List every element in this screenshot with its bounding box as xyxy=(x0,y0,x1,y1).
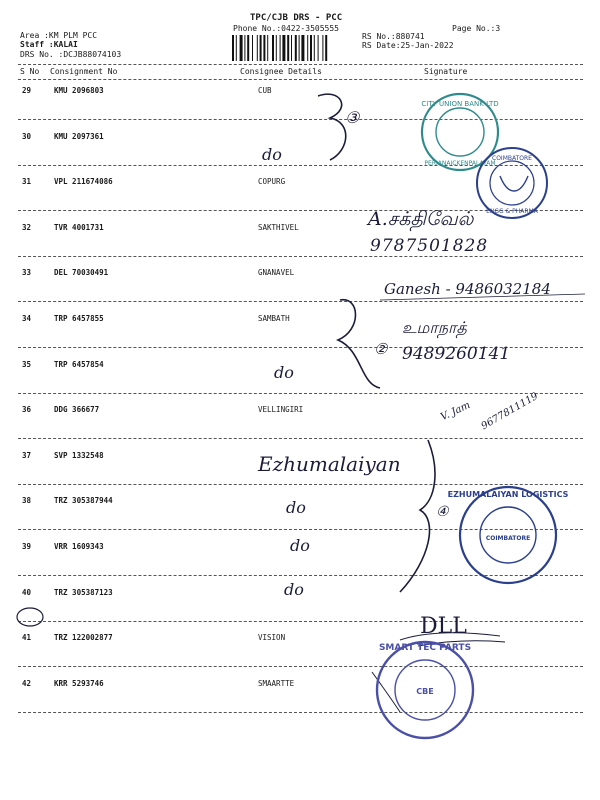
row-sno: 35 xyxy=(22,359,32,369)
table-row xyxy=(0,132,600,172)
stamp-text: PERIANAICKENPALAYAM xyxy=(424,160,496,167)
col-consignee: Consignee Details xyxy=(240,67,322,76)
row-divider xyxy=(18,484,583,485)
row-sno: 40 xyxy=(22,587,32,597)
drs-number: DRS No. :DCJB88074103 xyxy=(20,50,122,59)
stamp-text: EZHUMALAIYAN LOGISTICS xyxy=(447,490,569,499)
handwritten-initials: DLL xyxy=(420,614,467,639)
row-consignee: GNANAVEL xyxy=(258,268,295,278)
col-sno: S No xyxy=(20,67,40,76)
row-consignment: KMU 2096803 xyxy=(54,86,104,95)
staff-field: Staff :KALAI xyxy=(20,40,78,49)
row-sno: 29 xyxy=(22,86,32,95)
stamp-text: ENGG & PHARMA xyxy=(486,208,538,215)
row-divider xyxy=(18,575,583,576)
handwritten-name-phone: Ganesh - 9486032184 xyxy=(384,280,551,298)
circled-three: ③ xyxy=(345,108,360,127)
row-divider xyxy=(18,256,583,257)
row-consignment: SVP 1332548 xyxy=(54,450,104,460)
circled-two: ② xyxy=(374,340,388,358)
row-sno: 39 xyxy=(22,542,32,551)
ditto-mark: do xyxy=(286,498,306,517)
row-consignment: TRZ 305387123 xyxy=(54,587,113,597)
handwritten-name: உமாநாத் xyxy=(402,318,467,337)
circled-four: ④ xyxy=(436,504,449,520)
row-divider xyxy=(18,393,583,394)
row-sno: 37 xyxy=(22,450,32,460)
handwritten-name: A.சக்திவேல் xyxy=(368,208,474,230)
row-divider xyxy=(18,119,583,120)
stamp-text: SMART TEC PARTS xyxy=(378,643,472,653)
row-consignment: KRR 5293746 xyxy=(54,678,104,688)
row-consignment: TRZ 122002877 xyxy=(54,633,113,643)
phone-number: Phone No.:0422-3505555 xyxy=(233,24,339,33)
ditto-mark: do xyxy=(290,536,310,555)
stamp-text: COIMBATORE xyxy=(492,155,532,162)
handwritten-phone: 9489260141 xyxy=(402,344,511,364)
row-consignment: VPL 211674086 xyxy=(54,177,113,187)
row-consignment: TVR 4001731 xyxy=(54,222,104,232)
row-divider xyxy=(18,529,583,530)
ditto-mark: do xyxy=(274,363,294,382)
row-sno: 42 xyxy=(22,678,32,688)
stamp-text: CBE xyxy=(416,687,434,696)
table-row xyxy=(0,223,600,263)
handwritten-name: Ezhumalaiyan xyxy=(258,452,401,476)
row-consignee: COPURG xyxy=(258,177,286,187)
row-divider xyxy=(18,210,583,211)
page-number: Page No.:3 xyxy=(452,24,501,33)
stamp-text: COIMBATORE xyxy=(485,535,531,542)
row-consignment: TRP 6457855 xyxy=(54,314,104,323)
row-sno: 36 xyxy=(22,405,32,415)
handwritten-note: V. Jam xyxy=(439,399,473,424)
row-sno: 33 xyxy=(22,268,32,278)
row-consignment: DEL 70030491 xyxy=(54,268,109,278)
header-rule-bottom xyxy=(18,79,583,80)
row-divider xyxy=(18,165,583,166)
row-divider xyxy=(18,666,583,667)
row-consignee: SAKTHIVEL xyxy=(258,222,299,232)
row-sno: 41 xyxy=(22,633,32,643)
area-field: Area :KM PLM PCC xyxy=(20,31,98,40)
row-divider xyxy=(18,438,583,439)
row-sno: 32 xyxy=(22,222,32,232)
table-row xyxy=(0,633,600,673)
table-row xyxy=(0,360,600,400)
row-divider xyxy=(18,712,583,713)
ditto-mark: do xyxy=(262,145,282,164)
rs-number: RS No.:880741 xyxy=(362,32,425,41)
row-consignee: SMAARTTE xyxy=(258,678,295,688)
row-divider xyxy=(18,621,583,622)
row-consignee: SAMBATH xyxy=(258,314,290,323)
row-consignment: KMU 2097361 xyxy=(54,131,104,141)
row-sno: 31 xyxy=(22,177,32,187)
table-row xyxy=(0,679,600,719)
row-divider xyxy=(18,301,583,302)
row-consignment: VRR 1609343 xyxy=(54,542,104,551)
row-consignment: TRP 6457854 xyxy=(54,359,104,369)
stamp-text: CITY UNION BANK LTD xyxy=(421,100,499,108)
barcode xyxy=(232,35,350,61)
handwritten-phone: 9677811119 xyxy=(479,390,541,433)
row-consignment: DDG 366677 xyxy=(54,405,100,415)
row-consignee: CUB xyxy=(258,86,272,95)
row-consignee: VELLINGIRI xyxy=(258,405,304,415)
table-row xyxy=(0,177,600,217)
row-sno: 38 xyxy=(22,496,32,506)
table-row xyxy=(0,86,600,126)
handwritten-phone: 9787501828 xyxy=(370,236,489,256)
col-signature: Signature xyxy=(424,67,468,76)
row-sno: 34 xyxy=(22,314,32,323)
row-sno: 30 xyxy=(22,131,32,141)
report-title: TPC/CJB DRS - PCC xyxy=(250,13,343,23)
rs-date: RS Date:25-Jan-2022 xyxy=(362,41,454,50)
row-consignment: TRZ 305387944 xyxy=(54,496,113,506)
col-consignment: Consignment No xyxy=(50,67,118,76)
header-rule-top xyxy=(18,64,583,65)
row-consignee: VISION xyxy=(258,633,286,643)
ditto-mark: do xyxy=(284,580,304,599)
